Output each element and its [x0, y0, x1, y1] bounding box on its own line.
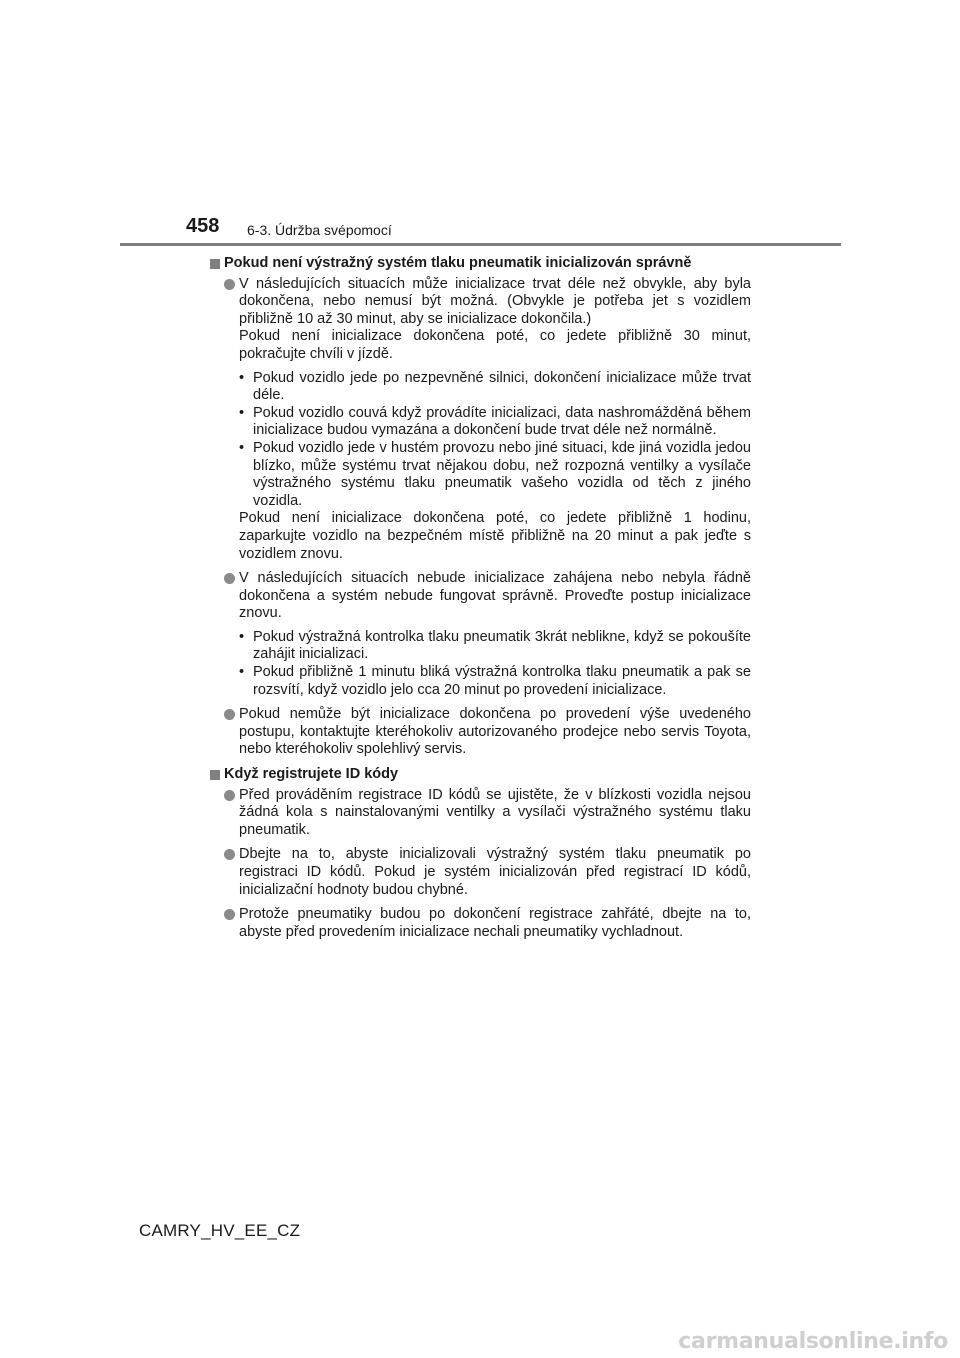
page-number: 458	[186, 215, 220, 237]
section-heading	[210, 766, 751, 784]
section-title: Když registrujete ID kódy	[224, 766, 399, 783]
sub-list	[239, 370, 751, 511]
bullet-point	[210, 570, 751, 699]
point-text: V následujících situacích může inicializace trvat déle než obvykle, aby byla dokončena, nebo nemusí být možná. (Obvykle je potřeba jet s vozidlem přibližně 10 až 30 minut, aby se inicializace dokončila.)	[239, 275, 751, 327]
square-bullet-icon	[210, 770, 220, 780]
point-text: V následujících situacích nebude inicializace zahájena nebo nebyla řádně dokončena a systém nebude fungovat správně. Proveďte postup inicializace znovu.	[239, 570, 751, 622]
page-content	[210, 255, 751, 948]
circle-bullet-icon	[224, 279, 235, 290]
bullet-point	[210, 276, 751, 564]
bullet-point	[210, 706, 751, 759]
header-divider	[120, 243, 841, 246]
bullet-point	[210, 846, 751, 899]
sub-list	[239, 629, 751, 699]
section-heading	[210, 255, 751, 273]
sub-item: • Pokud vozidlo couvá když provádíte inicializaci, data nashromážděná během inicializace budou vymazána a dokončení bude trvat déle než normálně.	[239, 404, 751, 439]
section-title: Pokud není výstražný systém tlaku pneumatik inicializován správně	[224, 255, 692, 271]
sub-item: • Pokud vozidlo jede v hustém provozu nebo jiné situaci, kde jiná vozidla jedou blízko, může systému trvat nějakou dobu, než rozpozná ventilky a vysílače výstražného systému tlaku pneumatik vašeho vozidla od těch z jiného vozidla.	[239, 439, 751, 509]
circle-bullet-icon	[224, 790, 235, 801]
bullet-point	[210, 787, 751, 840]
circle-bullet-icon	[224, 909, 235, 920]
point-text: Dbejte na to, abyste inicializovali výstražný systém tlaku pneumatik po registraci ID kódů. Pokud je systém inicializován před registrací ID kódů, inicializační hodnoty budou chybné.	[239, 846, 751, 898]
sub-item: • Pokud vozidlo jede po nezpevněné silnici, dokončení inicializace může trvat déle.	[239, 369, 751, 404]
section-header: 6-3. Údržba svépomocí	[247, 222, 392, 238]
point-text: Pokud nemůže být inicializace dokončena po provedení výše uvedeného postupu, kontaktujte kteréhokoliv autorizovaného prodejce nebo servis Toyota, nebo kteréhokoliv spolehlivý servis.	[239, 706, 751, 758]
circle-bullet-icon	[224, 709, 235, 720]
point-text: Před prováděním registrace ID kódů se ujistěte, že v blízkosti vozidla nejsou žádná kola s nainstalovanými ventilky a vysílači výstražného systému tlaku pneumatik.	[239, 786, 751, 838]
sub-item: • Pokud přibližně 1 minutu bliká výstražná kontrolka tlaku pneumatik a pak se rozsvítí, když vozidlo jelo cca 20 minut po provedení inicializace.	[239, 664, 751, 698]
sub-item: • Pokud výstražná kontrolka tlaku pneumatik 3krát neblikne, když se pokoušíte zahájit inicializaci.	[239, 628, 751, 663]
watermark: carmanualsonline.info	[678, 1329, 948, 1354]
point-note: Pokud není inicializace dokončena poté, co jedete přibližně 1 hodinu, zaparkujte vozidlo na bezpečném místě přibližně na 20 minut a pak jeďte s vozidlem znovu.	[239, 510, 751, 562]
document-code: CAMRY_HV_EE_CZ	[139, 1221, 301, 1240]
bullet-point	[210, 906, 751, 941]
circle-bullet-icon	[224, 573, 235, 584]
point-text: Protože pneumatiky budou po dokončení registrace zahřáté, dbejte na to, abyste před provedením inicializace nechali pneumatiky vychladnout.	[239, 906, 751, 940]
point-text: Pokud není inicializace dokončena poté, co jedete přibližně 30 minut, pokračujte chvíli v jízdě.	[239, 328, 751, 362]
square-bullet-icon	[210, 259, 220, 269]
circle-bullet-icon	[224, 849, 235, 860]
